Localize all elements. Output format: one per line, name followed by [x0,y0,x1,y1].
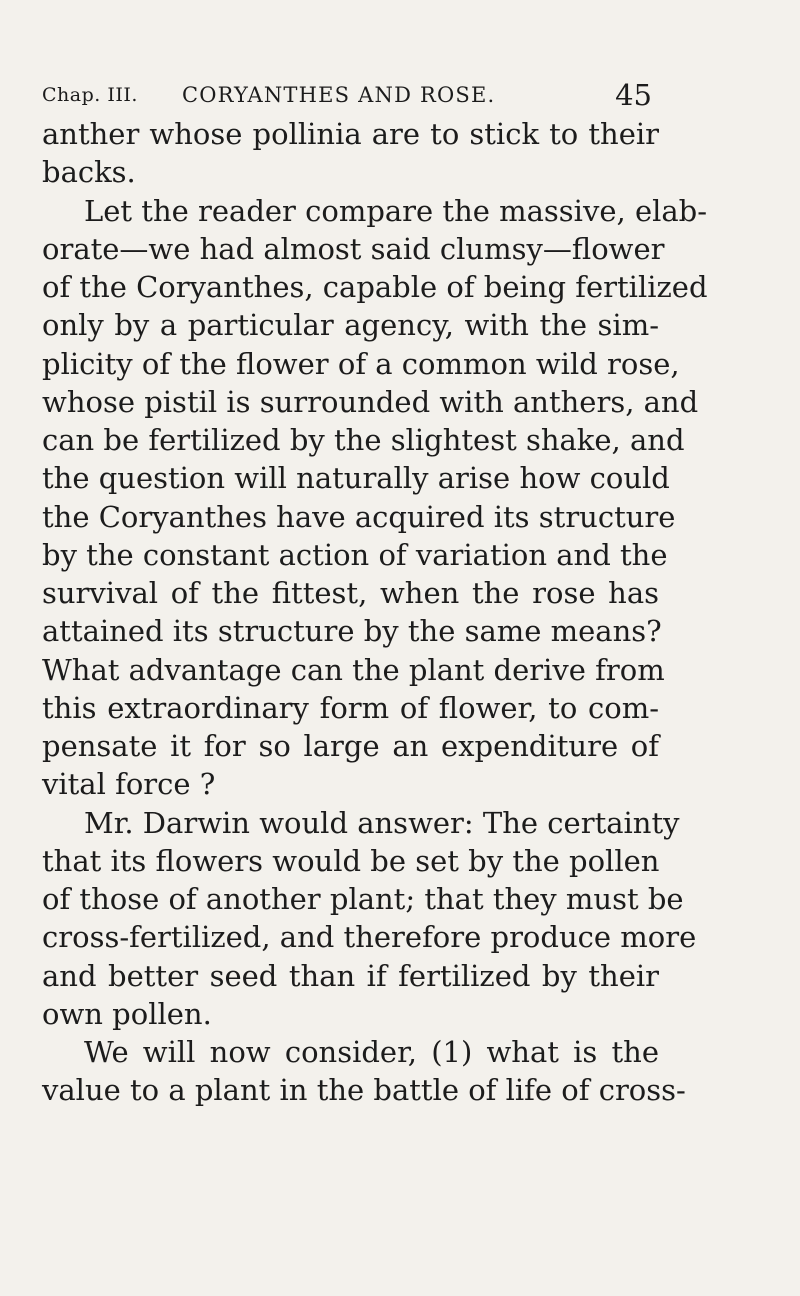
text-line: by the constant action of variation and the [42,537,668,572]
text-line: and better seed than if fertilized by their [42,958,659,993]
text-line: Let the reader compare the massive, elab- [84,193,708,228]
text-line: of the Coryanthes, capable of being fertilized [42,270,708,304]
text-line: attained its structure by the same means? [42,614,662,649]
text-line: can be fertilized by the slightest shake, and [42,423,685,457]
text-line: anther whose pollinia are to stick to their [42,117,659,151]
text-line: We will now consider, (1) what is the [84,1035,659,1069]
text-line: the Coryanthes have acquired its structure [42,499,676,534]
text-line: orate—we had almost said clumsy—flower [42,231,665,266]
text-line: Mr. Darwin would answer: The certainty [84,805,680,840]
running-header [42,78,652,118]
text-line: this extraordinary form of flower, to com- [42,690,659,725]
page-number: 45 [615,78,652,112]
text-line: value to a plant in the battle of life of cross- [42,1073,686,1108]
body-text [42,115,708,1110]
text-line: of those of another plant; that they must be [42,882,684,916]
running-title: CORYANTHES AND ROSE. [182,83,496,107]
text-line: the question will naturally arise how could [42,461,670,496]
text-line: survival of the fittest, when the rose has [42,576,659,610]
text-line: plicity of the flower of a common wild rose, [42,346,680,381]
text-line: own pollen. [42,996,212,1031]
text-line: whose pistil is surrounded with anthers, and [42,384,699,419]
text-line: cross-fertilized, and therefore produce more [42,920,697,955]
text-line: pensate it for so large an expenditure of [42,729,659,763]
text-line: only by a particular agency, with the sim- [42,308,659,343]
chapter-label: Chap. III. [42,84,138,106]
text-line: What advantage can the plant derive from [42,652,665,687]
text-line: that its flowers would be set by the pollen [42,843,660,878]
text-line: backs. [42,155,136,190]
text-line: vital force ? [42,767,216,802]
